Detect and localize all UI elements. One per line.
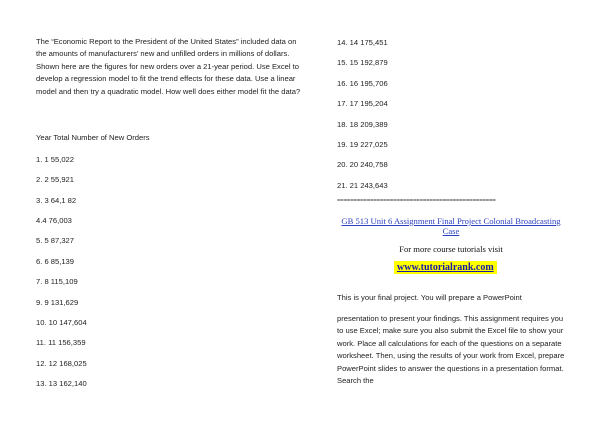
data-row: 17. 17 195,204	[337, 99, 388, 108]
table-header: Year Total Number of New Orders	[36, 133, 150, 142]
data-row: 9. 9 131,629	[36, 298, 79, 307]
project-intro: This is your final project. You will prepare a PowerPoint	[337, 293, 522, 302]
assignment-link[interactable]: GB 513 Unit 6 Assignment Final Project Colonial Broadcasting Case	[341, 216, 561, 236]
data-row: 1. 1 55,022	[36, 155, 75, 164]
data-row: 4.4 76,003	[36, 216, 72, 225]
visit-text: For more course tutorials visit	[399, 244, 503, 254]
data-row: 14. 14 175,451	[337, 38, 388, 47]
site-link[interactable]: www.tutorialrank.com	[394, 261, 497, 274]
data-row: 6. 6 85,139	[36, 257, 75, 266]
project-body: presentation to present your findings. This assignment requires you to use Excel; make sure you also submit the Excel file to show your work. Place all calculations for each of the questions on a separate worksheet. Then, using the results of your work from Excel, prepare PowerPoint slides to answer the questions in a presentation format. Search the	[337, 314, 565, 386]
data-row: 19. 19 227,025	[337, 140, 388, 149]
data-row: 21. 21 243,643	[337, 181, 388, 190]
data-row: 5. 5 87,327	[36, 236, 75, 245]
data-row: 11. 11 156,359	[36, 338, 86, 347]
data-row: 2. 2 55,921	[36, 175, 75, 184]
data-row: 10. 10 147,604	[36, 318, 87, 327]
data-row: 20. 20 240,758	[337, 160, 388, 169]
separator-line: ================================================	[337, 198, 496, 204]
data-row: 13. 13 162,140	[36, 379, 87, 388]
data-row: 12. 12 168,025	[36, 359, 87, 368]
data-row: 7. 8 115,109	[36, 277, 78, 286]
problem-statement: The “Economic Report to the President of the United States” included data on the amounts of manufacturers’ new and unfilled orders in millions of dollars. Shown here are the figures for new orders over a 21-year period. Use Excel to develop a regression model to fit the trend effects for these data. Use a linear model and then try a quadratic model. How well does either model fit the data?	[36, 37, 301, 96]
data-row: 16. 16 195,706	[337, 79, 388, 88]
data-row: 3. 3 64,1 82	[36, 196, 77, 205]
data-row: 18. 18 209,389	[337, 120, 388, 129]
data-row: 15. 15 192,879	[337, 58, 388, 67]
